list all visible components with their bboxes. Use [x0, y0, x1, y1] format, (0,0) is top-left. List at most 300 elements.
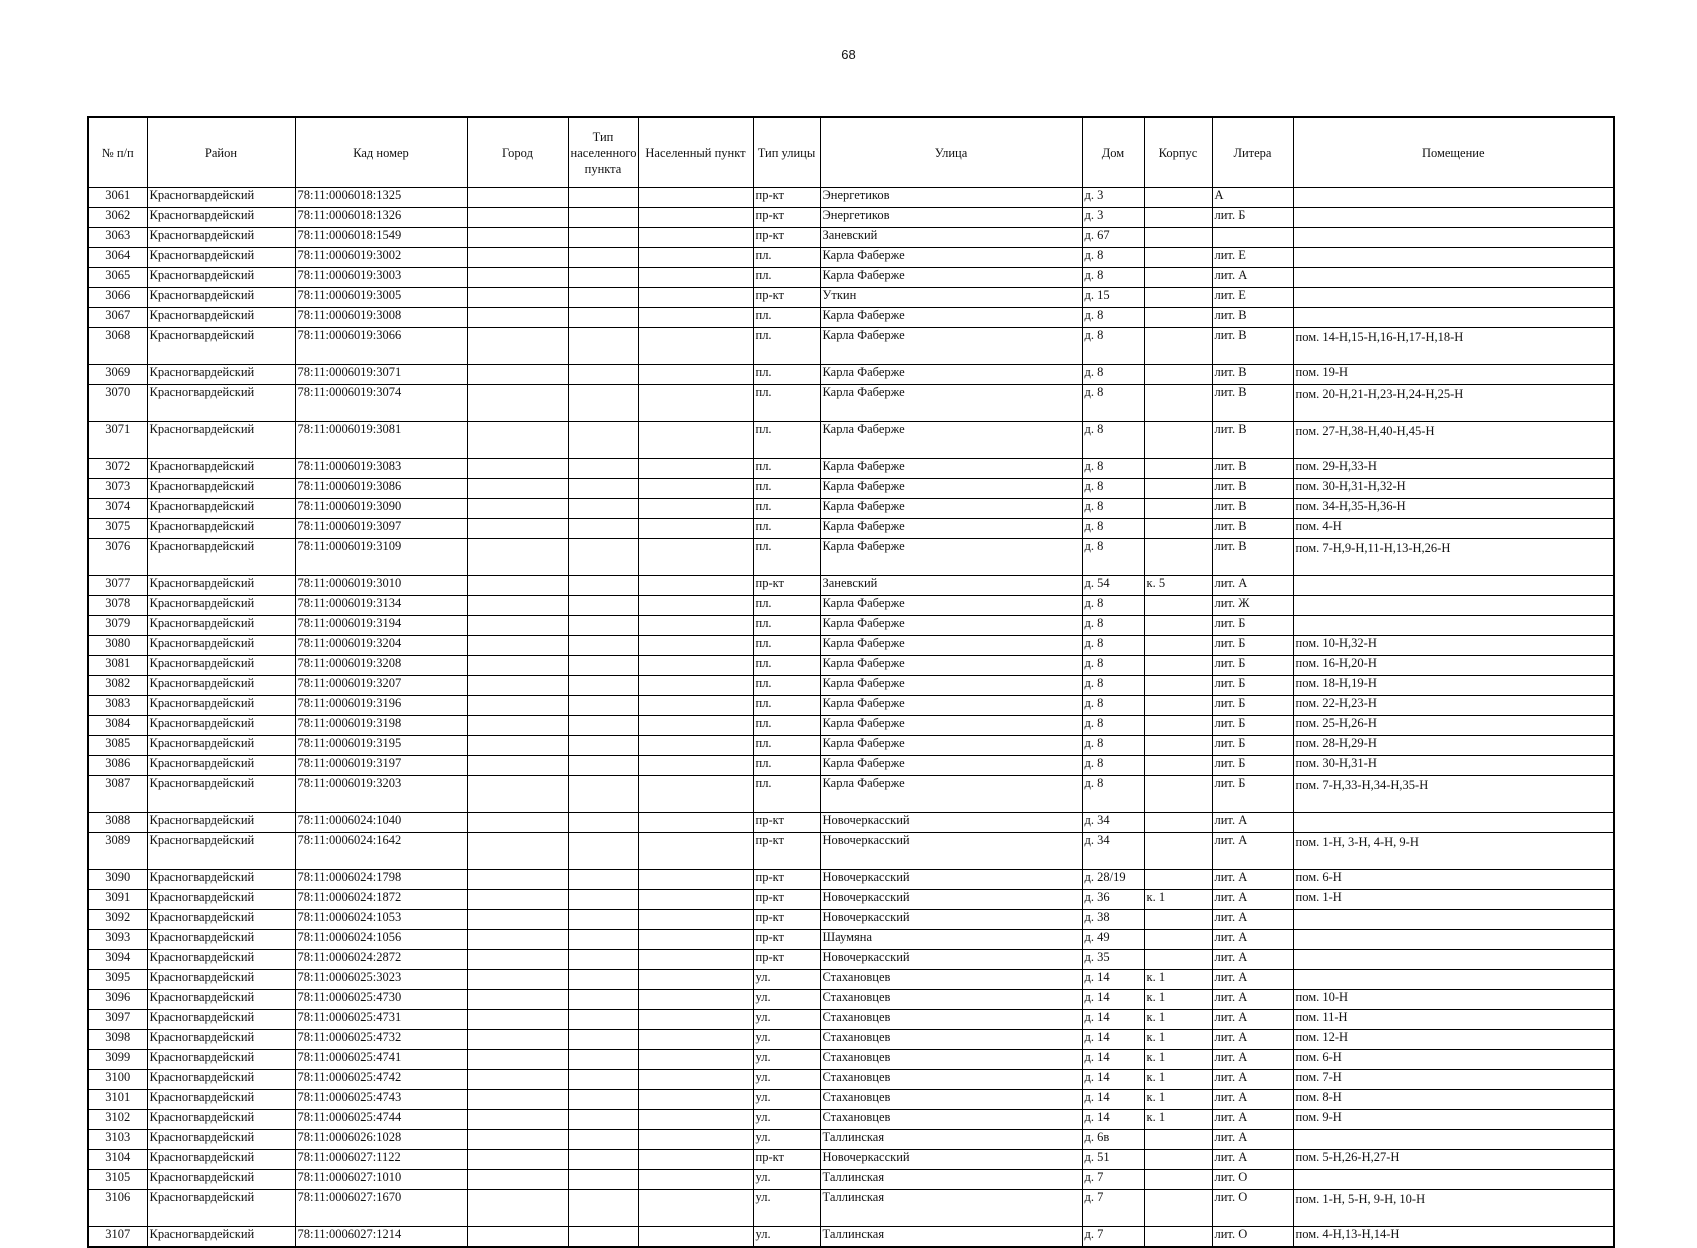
cell-street-type: пл. — [753, 736, 820, 756]
cell-settlement — [638, 576, 753, 596]
cell-street-type: пр-кт — [753, 228, 820, 248]
cell-settlement — [638, 539, 753, 576]
cell-street-type: пр-кт — [753, 910, 820, 930]
cell-district: Красногвардейский — [147, 1090, 295, 1110]
cell-city — [467, 716, 568, 736]
cell-city — [467, 539, 568, 576]
cell-city — [467, 422, 568, 459]
cell-number: 3098 — [88, 1030, 147, 1050]
cell-district: Красногвардейский — [147, 636, 295, 656]
cell-premises — [1293, 208, 1614, 228]
cell-building: к. 1 — [1144, 1110, 1212, 1130]
col-header-house: Дом — [1082, 117, 1144, 188]
cell-street: Карла Фаберже — [820, 422, 1082, 459]
cell-cadastral-number: 78:11:0006027:1670 — [295, 1190, 467, 1227]
table-row — [88, 1190, 1614, 1227]
cell-cadastral-number: 78:11:0006019:3081 — [295, 422, 467, 459]
cell-street: Карла Фаберже — [820, 539, 1082, 576]
cell-house: д. 7 — [1082, 1227, 1144, 1248]
cell-city — [467, 1090, 568, 1110]
cell-city — [467, 910, 568, 930]
cell-cadastral-number: 78:11:0006018:1326 — [295, 208, 467, 228]
cell-district: Красногвардейский — [147, 1030, 295, 1050]
cell-street-type: пл. — [753, 716, 820, 736]
cell-cadastral-number: 78:11:0006019:3005 — [295, 288, 467, 308]
cell-building: к. 1 — [1144, 990, 1212, 1010]
cell-city — [467, 833, 568, 870]
table-row — [88, 248, 1614, 268]
cell-house: д. 8 — [1082, 616, 1144, 636]
table-row — [88, 288, 1614, 308]
cell-district: Красногвардейский — [147, 1070, 295, 1090]
cell-house: д. 28/19 — [1082, 870, 1144, 890]
cell-district: Красногвардейский — [147, 268, 295, 288]
cell-district: Красногвардейский — [147, 365, 295, 385]
cell-house: д. 14 — [1082, 1090, 1144, 1110]
table-row — [88, 950, 1614, 970]
cell-settlement — [638, 422, 753, 459]
cell-premises — [1293, 248, 1614, 268]
cell-premises — [1293, 308, 1614, 328]
cell-cadastral-number: 78:11:0006027:1010 — [295, 1170, 467, 1190]
cell-street: Новочеркасский — [820, 833, 1082, 870]
cell-number: 3089 — [88, 833, 147, 870]
cell-house: д. 49 — [1082, 930, 1144, 950]
col-header-street: Улица — [820, 117, 1082, 188]
cell-settlement-type — [568, 328, 638, 365]
cell-number: 3065 — [88, 268, 147, 288]
cell-cadastral-number: 78:11:0006019:3204 — [295, 636, 467, 656]
cell-letter: лит. Б — [1212, 208, 1293, 228]
cell-building — [1144, 519, 1212, 539]
cell-settlement-type — [568, 813, 638, 833]
cell-street: Энергетиков — [820, 208, 1082, 228]
cell-city — [467, 1150, 568, 1170]
cell-street-type: ул. — [753, 1010, 820, 1030]
cell-number: 3068 — [88, 328, 147, 365]
cell-settlement-type — [568, 616, 638, 636]
table-row — [88, 385, 1614, 422]
cell-street: Таллинская — [820, 1227, 1082, 1248]
cell-number: 3081 — [88, 656, 147, 676]
cell-street-type: ул. — [753, 1190, 820, 1227]
table-row — [88, 422, 1614, 459]
table-row — [88, 1227, 1614, 1248]
cell-street-type: пр-кт — [753, 208, 820, 228]
cell-letter: лит. В — [1212, 385, 1293, 422]
table-row — [88, 1030, 1614, 1050]
cell-premises: пом. 29-Н,33-Н — [1293, 459, 1614, 479]
cell-premises — [1293, 1170, 1614, 1190]
cell-building — [1144, 248, 1212, 268]
table-row — [88, 228, 1614, 248]
cell-cadastral-number: 78:11:0006019:3198 — [295, 716, 467, 736]
cell-cadastral-number: 78:11:0006019:3207 — [295, 676, 467, 696]
cell-building — [1144, 1227, 1212, 1248]
table-row — [88, 813, 1614, 833]
cell-district: Красногвардейский — [147, 228, 295, 248]
cell-house: д. 8 — [1082, 656, 1144, 676]
cell-letter: лит. А — [1212, 268, 1293, 288]
cell-street: Карла Фаберже — [820, 776, 1082, 813]
table-row — [88, 870, 1614, 890]
cell-cadastral-number: 78:11:0006019:3066 — [295, 328, 467, 365]
cell-street: Таллинская — [820, 1190, 1082, 1227]
cell-settlement-type — [568, 833, 638, 870]
cell-number: 3090 — [88, 870, 147, 890]
cell-settlement — [638, 910, 753, 930]
cell-street-type: пл. — [753, 499, 820, 519]
cell-letter: лит. Б — [1212, 636, 1293, 656]
cell-cadastral-number: 78:11:0006019:3086 — [295, 479, 467, 499]
cell-cadastral-number: 78:11:0006027:1122 — [295, 1150, 467, 1170]
cell-house: д. 8 — [1082, 459, 1144, 479]
cell-house: д. 8 — [1082, 308, 1144, 328]
cell-street: Карла Фаберже — [820, 756, 1082, 776]
cell-building: к. 1 — [1144, 1010, 1212, 1030]
cell-settlement-type — [568, 1070, 638, 1090]
cell-street-type: пр-кт — [753, 833, 820, 870]
cell-settlement — [638, 365, 753, 385]
cell-number: 3076 — [88, 539, 147, 576]
cell-number: 3091 — [88, 890, 147, 910]
cell-number: 3074 — [88, 499, 147, 519]
cell-district: Красногвардейский — [147, 385, 295, 422]
cell-cadastral-number: 78:11:0006019:3074 — [295, 385, 467, 422]
cell-cadastral-number: 78:11:0006024:1642 — [295, 833, 467, 870]
cell-settlement-type — [568, 1190, 638, 1227]
table-row — [88, 308, 1614, 328]
cell-street: Таллинская — [820, 1170, 1082, 1190]
cell-settlement — [638, 519, 753, 539]
cell-letter: А — [1212, 188, 1293, 208]
cell-number: 3106 — [88, 1190, 147, 1227]
cell-premises: пом. 22-Н,23-Н — [1293, 696, 1614, 716]
cell-street-type: пр-кт — [753, 576, 820, 596]
cell-district: Красногвардейский — [147, 499, 295, 519]
cell-house: д. 8 — [1082, 736, 1144, 756]
cell-district: Красногвардейский — [147, 676, 295, 696]
cell-letter: лит. Б — [1212, 776, 1293, 813]
cell-district: Красногвардейский — [147, 422, 295, 459]
cell-cadastral-number: 78:11:0006019:3203 — [295, 776, 467, 813]
cell-premises: пом. 25-Н,26-Н — [1293, 716, 1614, 736]
cell-cadastral-number: 78:11:0006025:4741 — [295, 1050, 467, 1070]
cell-house: д. 8 — [1082, 422, 1144, 459]
cell-cadastral-number: 78:11:0006024:2872 — [295, 950, 467, 970]
cell-letter: лит. А — [1212, 950, 1293, 970]
cell-building — [1144, 616, 1212, 636]
cell-cadastral-number: 78:11:0006019:3090 — [295, 499, 467, 519]
cell-street: Стахановцев — [820, 970, 1082, 990]
cell-letter: лит. А — [1212, 576, 1293, 596]
cell-street: Новочеркасский — [820, 910, 1082, 930]
cell-letter: лит. А — [1212, 1110, 1293, 1130]
cell-letter: лит. А — [1212, 970, 1293, 990]
cell-premises — [1293, 970, 1614, 990]
table-row — [88, 776, 1614, 813]
page-number: 68 — [841, 47, 856, 62]
cell-number: 3072 — [88, 459, 147, 479]
cell-house: д. 7 — [1082, 1170, 1144, 1190]
cell-street-type: ул. — [753, 1090, 820, 1110]
cell-letter: лит. В — [1212, 539, 1293, 576]
cell-building — [1144, 188, 1212, 208]
cell-settlement — [638, 990, 753, 1010]
cell-city — [467, 1010, 568, 1030]
cell-city — [467, 268, 568, 288]
cell-house: д. 8 — [1082, 676, 1144, 696]
cell-house: д. 8 — [1082, 248, 1144, 268]
cell-settlement-type — [568, 308, 638, 328]
cell-building — [1144, 756, 1212, 776]
table-row — [88, 676, 1614, 696]
cell-district: Красногвардейский — [147, 756, 295, 776]
cell-letter: лит. Ж — [1212, 596, 1293, 616]
cell-district: Красногвардейский — [147, 1130, 295, 1150]
cell-settlement-type — [568, 479, 638, 499]
cell-settlement-type — [568, 950, 638, 970]
cell-city — [467, 328, 568, 365]
cell-district: Красногвардейский — [147, 479, 295, 499]
table-body — [88, 188, 1614, 1248]
cell-district: Красногвардейский — [147, 308, 295, 328]
table-row — [88, 459, 1614, 479]
cell-premises — [1293, 228, 1614, 248]
cell-letter: лит. А — [1212, 1070, 1293, 1090]
cell-building — [1144, 870, 1212, 890]
cell-city — [467, 990, 568, 1010]
cell-number: 3069 — [88, 365, 147, 385]
cell-street: Новочеркасский — [820, 813, 1082, 833]
cell-building — [1144, 288, 1212, 308]
cell-cadastral-number: 78:11:0006019:3097 — [295, 519, 467, 539]
table-row — [88, 1010, 1614, 1030]
cell-cadastral-number: 78:11:0006025:4730 — [295, 990, 467, 1010]
table-row — [88, 1130, 1614, 1150]
cell-settlement — [638, 950, 753, 970]
col-header-letter: Литера — [1212, 117, 1293, 188]
cell-house: д. 14 — [1082, 1070, 1144, 1090]
cell-premises — [1293, 813, 1614, 833]
col-header-premises: Помещение — [1293, 117, 1614, 188]
cell-premises: пом. 9-Н — [1293, 1110, 1614, 1130]
cell-letter: лит. Б — [1212, 676, 1293, 696]
cell-building — [1144, 1190, 1212, 1227]
cell-street-type: пл. — [753, 459, 820, 479]
cell-settlement-type — [568, 596, 638, 616]
cell-settlement-type — [568, 268, 638, 288]
cell-settlement — [638, 736, 753, 756]
cell-number: 3097 — [88, 1010, 147, 1030]
cell-letter: лит. А — [1212, 910, 1293, 930]
table-row — [88, 1090, 1614, 1110]
cell-premises: пом. 7-Н,33-Н,34-Н,35-Н — [1293, 776, 1614, 813]
cell-city — [467, 1170, 568, 1190]
table-row — [88, 519, 1614, 539]
cell-settlement-type — [568, 459, 638, 479]
cell-house: д. 8 — [1082, 328, 1144, 365]
cell-letter: лит. Б — [1212, 616, 1293, 636]
cell-house: д. 14 — [1082, 990, 1144, 1010]
cell-letter: лит. А — [1212, 1090, 1293, 1110]
cell-house: д. 3 — [1082, 188, 1144, 208]
cell-number: 3063 — [88, 228, 147, 248]
table-row — [88, 716, 1614, 736]
cell-city — [467, 950, 568, 970]
cell-premises — [1293, 596, 1614, 616]
cell-premises: пом. 19-Н — [1293, 365, 1614, 385]
cell-settlement-type — [568, 676, 638, 696]
cell-settlement — [638, 776, 753, 813]
cell-district: Красногвардейский — [147, 813, 295, 833]
header-row — [88, 117, 1614, 188]
cell-city — [467, 1070, 568, 1090]
cell-city — [467, 813, 568, 833]
cell-settlement-type — [568, 930, 638, 950]
cell-street-type: пр-кт — [753, 950, 820, 970]
cell-settlement-type — [568, 576, 638, 596]
cell-settlement — [638, 1050, 753, 1070]
cell-street: Уткин — [820, 288, 1082, 308]
cell-building — [1144, 736, 1212, 756]
col-header-settlement: Населенный пункт — [638, 117, 753, 188]
col-header-building: Корпус — [1144, 117, 1212, 188]
table-row — [88, 1170, 1614, 1190]
cell-premises: пом. 11-Н — [1293, 1010, 1614, 1030]
cell-settlement — [638, 1110, 753, 1130]
cell-street: Энергетиков — [820, 188, 1082, 208]
cell-street: Стахановцев — [820, 1050, 1082, 1070]
cell-street: Карла Фаберже — [820, 696, 1082, 716]
cell-city — [467, 459, 568, 479]
cell-street-type: пл. — [753, 308, 820, 328]
cell-house: д. 14 — [1082, 1010, 1144, 1030]
table-row — [88, 616, 1614, 636]
cell-city — [467, 1110, 568, 1130]
cell-number: 3079 — [88, 616, 147, 636]
cell-house: д. 6в — [1082, 1130, 1144, 1150]
cell-street-type: пр-кт — [753, 870, 820, 890]
cell-number: 3101 — [88, 1090, 147, 1110]
cell-settlement — [638, 1170, 753, 1190]
cell-number: 3084 — [88, 716, 147, 736]
cell-premises: пом. 1-Н, 5-Н, 9-Н, 10-Н — [1293, 1190, 1614, 1227]
cell-number: 3080 — [88, 636, 147, 656]
cell-letter: лит. А — [1212, 990, 1293, 1010]
table-row — [88, 890, 1614, 910]
cell-cadastral-number: 78:11:0006019:3003 — [295, 268, 467, 288]
cell-premises — [1293, 576, 1614, 596]
cell-street-type: пр-кт — [753, 288, 820, 308]
cell-premises: пом. 8-Н — [1293, 1090, 1614, 1110]
cell-district: Красногвардейский — [147, 716, 295, 736]
cell-letter: лит. Б — [1212, 696, 1293, 716]
cell-street: Заневский — [820, 576, 1082, 596]
cell-house: д. 7 — [1082, 1190, 1144, 1227]
col-header-district: Район — [147, 117, 295, 188]
cell-district: Красногвардейский — [147, 1190, 295, 1227]
cell-premises: пом. 34-Н,35-Н,36-Н — [1293, 499, 1614, 519]
cell-settlement — [638, 188, 753, 208]
cell-settlement — [638, 813, 753, 833]
table-row — [88, 636, 1614, 656]
cell-street: Шаумяна — [820, 930, 1082, 950]
cell-settlement — [638, 890, 753, 910]
cell-district: Красногвардейский — [147, 1010, 295, 1030]
cell-cadastral-number: 78:11:0006025:4744 — [295, 1110, 467, 1130]
cell-street: Карла Фаберже — [820, 736, 1082, 756]
cell-number: 3064 — [88, 248, 147, 268]
cell-district: Красногвардейский — [147, 1050, 295, 1070]
cell-street: Карла Фаберже — [820, 479, 1082, 499]
cell-settlement-type — [568, 970, 638, 990]
table-row — [88, 365, 1614, 385]
cell-house: д. 8 — [1082, 636, 1144, 656]
cell-settlement — [638, 596, 753, 616]
cell-street-type: ул. — [753, 1130, 820, 1150]
cell-settlement — [638, 1070, 753, 1090]
cell-premises: пом. 28-Н,29-Н — [1293, 736, 1614, 756]
cell-settlement — [638, 459, 753, 479]
cell-house: д. 34 — [1082, 833, 1144, 870]
cell-city — [467, 616, 568, 636]
table-row — [88, 736, 1614, 756]
cell-letter: лит. Б — [1212, 656, 1293, 676]
cell-settlement-type — [568, 248, 638, 268]
cell-city — [467, 756, 568, 776]
cell-building — [1144, 308, 1212, 328]
cell-building: к. 1 — [1144, 970, 1212, 990]
cell-street-type: пр-кт — [753, 188, 820, 208]
cell-building — [1144, 539, 1212, 576]
cell-cadastral-number: 78:11:0006025:4743 — [295, 1090, 467, 1110]
cell-cadastral-number: 78:11:0006025:4731 — [295, 1010, 467, 1030]
cell-house: д. 8 — [1082, 756, 1144, 776]
cell-settlement — [638, 870, 753, 890]
cell-premises: пом. 7-Н,9-Н,11-Н,13-Н,26-Н — [1293, 539, 1614, 576]
cell-premises: пом. 7-Н — [1293, 1070, 1614, 1090]
cell-number: 3095 — [88, 970, 147, 990]
cell-settlement-type — [568, 188, 638, 208]
cell-premises: пом. 18-Н,19-Н — [1293, 676, 1614, 696]
cell-number: 3102 — [88, 1110, 147, 1130]
cell-city — [467, 870, 568, 890]
cell-house: д. 14 — [1082, 1030, 1144, 1050]
cell-street-type: пл. — [753, 756, 820, 776]
cell-street-type: ул. — [753, 1050, 820, 1070]
cell-building — [1144, 950, 1212, 970]
cell-building — [1144, 910, 1212, 930]
cell-building — [1144, 1130, 1212, 1150]
cell-settlement — [638, 656, 753, 676]
table-row — [88, 656, 1614, 676]
cell-city — [467, 308, 568, 328]
cell-street-type: пл. — [753, 776, 820, 813]
cell-number: 3086 — [88, 756, 147, 776]
cell-letter: лит. А — [1212, 833, 1293, 870]
cell-district: Красногвардейский — [147, 288, 295, 308]
cell-street: Карла Фаберже — [820, 616, 1082, 636]
cell-house: д. 8 — [1082, 539, 1144, 576]
cell-building — [1144, 365, 1212, 385]
table-row — [88, 596, 1614, 616]
cell-city — [467, 736, 568, 756]
cell-street-type: пл. — [753, 616, 820, 636]
cell-street-type: пр-кт — [753, 1150, 820, 1170]
cell-premises: пом. 30-Н,31-Н,32-Н — [1293, 479, 1614, 499]
cell-street: Карла Фаберже — [820, 596, 1082, 616]
